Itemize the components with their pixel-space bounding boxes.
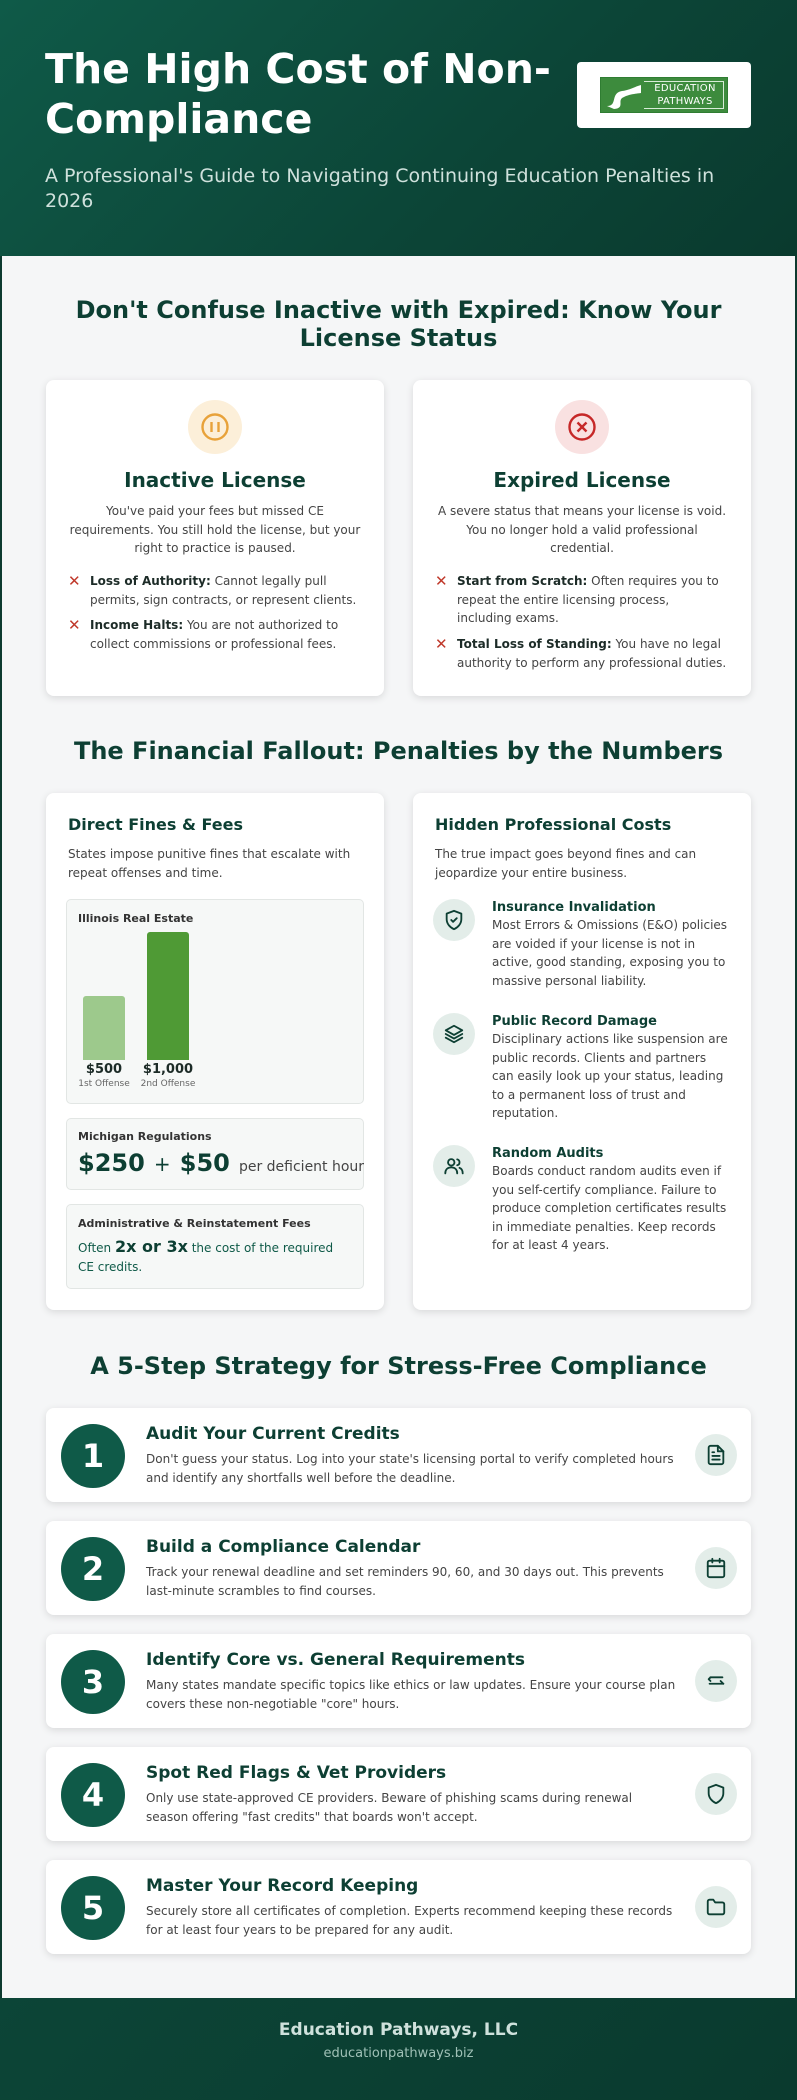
license-section-heading: Don't Confuse Inactive with Expired: Know Your License Status xyxy=(75,296,722,352)
illinois-panel xyxy=(66,899,364,1104)
hidden-cost-text: Boards conduct random audits even if you self-certify compliance. Failure to produce completion certificates results in immediate penalties. Keep records for at least 4 years. xyxy=(492,1164,727,1252)
step-card[interactable] xyxy=(46,1408,751,1502)
illinois-bar-caption: 1st Offense xyxy=(78,1079,130,1089)
expired-bullet: ✕ Total Loss of Standing: You have no legal authority to perform any professional duties. xyxy=(435,635,727,670)
illinois-bar xyxy=(147,932,189,1060)
hero-header xyxy=(0,0,797,256)
x-mark-icon: ✕ xyxy=(68,616,81,634)
strategy-section-heading: A 5-Step Strategy for Stress-Free Compliance xyxy=(90,1352,707,1380)
hidden-cost-text: Most Errors & Omissions (E&O) policies are voided if your license is not in active, good standing, exposing you to massive personal liability. xyxy=(492,918,728,988)
expired-license-card xyxy=(413,380,751,696)
admin-fees-text: Often 2x or 3x the cost of the required CE credits. xyxy=(78,1237,334,1274)
step-number: 3 xyxy=(61,1650,125,1714)
arrows-icon xyxy=(695,1660,737,1702)
fines-title: Direct Fines & Fees xyxy=(68,815,243,834)
x-mark-icon: ✕ xyxy=(435,572,448,590)
x-mark-icon: ✕ xyxy=(435,635,448,653)
fines-description: States impose punitive fines that escalate with repeat offenses and time. xyxy=(68,847,351,880)
step-card[interactable] xyxy=(46,1634,751,1728)
pause-circle-icon xyxy=(188,400,242,454)
hidden-cost-title: Public Record Damage xyxy=(492,1014,657,1029)
hidden-costs-description: The true impact goes beyond fines and can jeopardize your entire business. xyxy=(435,847,697,880)
hidden-cost-title: Insurance Invalidation xyxy=(492,900,656,915)
page-title: The High Cost of Non-Compliance xyxy=(45,45,551,143)
illinois-bar-value: $1,000 xyxy=(142,1062,194,1077)
illinois-label: Illinois Real Estate xyxy=(78,912,194,925)
step-title: Identify Core vs. General Requirements xyxy=(146,1650,525,1670)
hidden-costs-title: Hidden Professional Costs xyxy=(435,815,672,834)
admin-fees-label: Administrative & Reinstatement Fees xyxy=(78,1217,311,1230)
shield-check-icon xyxy=(433,899,475,941)
inactive-bullet: ✕ Income Halts: You are not authorized to collect commissions or professional fees. xyxy=(68,616,339,651)
footer-url-link[interactable]: educationpathways.biz xyxy=(323,2046,474,2061)
financial-section-heading: The Financial Fallout: Penalties by the Numbers xyxy=(73,737,724,765)
step-title: Audit Your Current Credits xyxy=(146,1424,400,1444)
footer-company: Education Pathways, LLC xyxy=(278,2020,519,2040)
logo-text: EDUCATION PATHWAYS xyxy=(654,83,716,107)
expired-license-description: A severe status that means your license is void. You no longer hold a valid professional credential. xyxy=(437,504,727,555)
page-subtitle: A Professional's Guide to Navigating Continuing Education Penalties in 2026 xyxy=(45,165,715,212)
expired-license-title: Expired License xyxy=(493,468,671,492)
step-number: 2 xyxy=(61,1537,125,1601)
michigan-panel xyxy=(66,1118,364,1190)
layers-icon xyxy=(433,1013,475,1055)
inactive-license-card xyxy=(46,380,384,696)
x-circle-icon xyxy=(555,400,609,454)
step-description: Don't guess your status. Log into your state's licensing portal to verify completed hours and identify any shortfalls well before the deadline. xyxy=(146,1452,674,1485)
illinois-bar-value: $500 xyxy=(85,1062,123,1077)
step-title: Build a Compliance Calendar xyxy=(146,1537,421,1557)
illinois-bar xyxy=(83,996,125,1060)
step-description: Securely store all certificates of completion. Experts recommend keeping these records for at least four years to be prepared for any audit. xyxy=(146,1904,673,1937)
step-number: 1 xyxy=(61,1424,125,1488)
step-number: 5 xyxy=(61,1876,125,1940)
step-title: Spot Red Flags & Vet Providers xyxy=(146,1763,447,1783)
inactive-license-title: Inactive License xyxy=(124,468,306,492)
illinois-bar-caption: 2nd Offense xyxy=(140,1079,196,1089)
footer xyxy=(0,1998,797,2100)
plus-sign: + xyxy=(153,1152,171,1176)
multiplier-emphasis: 2x or 3x xyxy=(114,1237,188,1256)
expired-bullet: ✕ Start from Scratch: Often requires you to repeat the entire licensing process, including exams. xyxy=(435,572,719,625)
step-card[interactable] xyxy=(46,1860,751,1954)
michigan-penalty xyxy=(78,1149,364,1177)
logo xyxy=(600,77,728,113)
logo-container[interactable] xyxy=(577,62,751,128)
step-description: Track your renewal deadline and set reminders 90, 60, and 30 days out. This prevents last-minute scrambles to find courses. xyxy=(146,1565,664,1598)
document-icon xyxy=(695,1434,737,1476)
step-number: 4 xyxy=(61,1763,125,1827)
admin-fees-panel xyxy=(66,1204,364,1289)
step-description: Many states mandate specific topics like ethics or law updates. Ensure your course plan covers these non-negotiable "core" hours. xyxy=(146,1678,676,1711)
x-mark-icon: ✕ xyxy=(68,572,81,590)
hidden-costs-card xyxy=(413,793,751,1310)
step-description: Only use state-approved CE providers. Beware of phishing scams during renewal season offering "fast credits" that boards won't accept. xyxy=(146,1791,633,1824)
michigan-label: Michigan Regulations xyxy=(78,1130,212,1143)
users-icon xyxy=(433,1145,475,1187)
step-title: Master Your Record Keeping xyxy=(146,1876,419,1896)
step-card[interactable] xyxy=(46,1747,751,1841)
michigan-suffix: per deficient hour xyxy=(238,1159,365,1175)
step-card[interactable] xyxy=(46,1521,751,1615)
michigan-base-fine: $250 xyxy=(78,1149,145,1177)
hidden-cost-text: Disciplinary actions like suspension are public records. Clients and partners can easily look up your status, leading to a permanent loss of trust and reputation. xyxy=(492,1032,728,1120)
path-emblem-icon xyxy=(604,81,644,111)
michigan-hourly-fine: $50 xyxy=(179,1149,230,1177)
calendar-icon xyxy=(695,1547,737,1589)
shield-icon xyxy=(695,1773,737,1815)
direct-fines-card xyxy=(46,793,384,1310)
folder-icon xyxy=(695,1886,737,1928)
inactive-bullet: ✕ Loss of Authority: Cannot legally pull permits, sign contracts, or represent clients. xyxy=(68,572,357,607)
inactive-license-description: You've paid your fees but missed CE requirements. You still hold the license, but your right to practice is paused. xyxy=(69,504,361,555)
hidden-cost-title: Random Audits xyxy=(492,1146,604,1161)
